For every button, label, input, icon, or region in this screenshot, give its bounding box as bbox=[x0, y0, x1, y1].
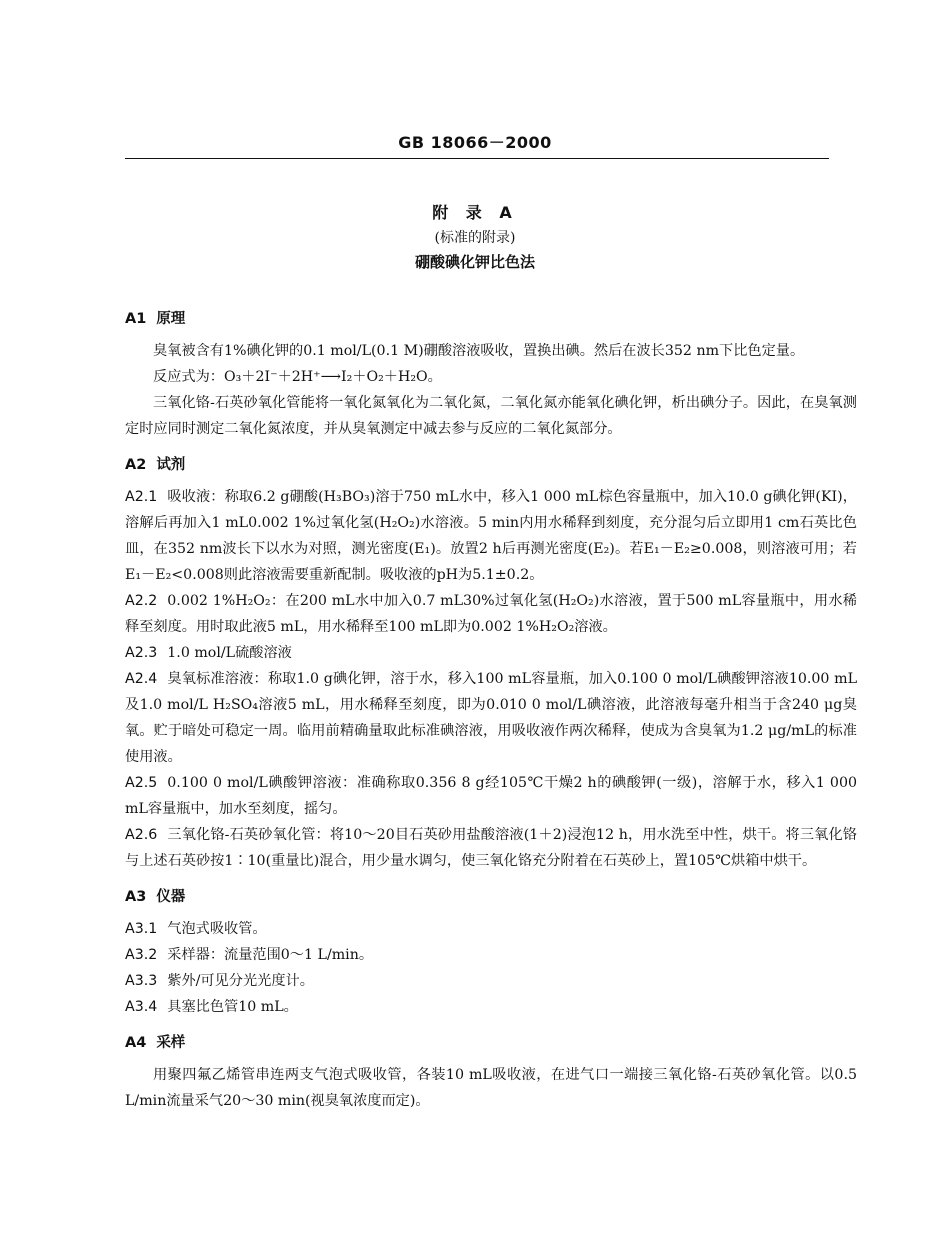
section-title: 仪器 bbox=[156, 889, 186, 905]
clause-text: 0.002 1%H₂O₂：在200 mL水中加入0.7 mL30%过氧化氢(H₂O₂)水溶液，置于500 mL容量瓶中，用水稀释至刻度。用时取此液5 mL，用水稀释至100 mL即为0.002 1%H₂O₂溶液。 bbox=[125, 593, 857, 635]
clause-number: A2.3 bbox=[125, 645, 158, 661]
clause-a2-6 bbox=[125, 822, 857, 874]
clause-number: A2.2 bbox=[125, 593, 158, 609]
clause-number: A2.1 bbox=[125, 489, 158, 505]
clause-number: A3.4 bbox=[125, 999, 158, 1015]
clause-a2-3 bbox=[125, 640, 857, 666]
section-title: 采样 bbox=[156, 1035, 186, 1051]
clause-text: 0.100 0 mol/L碘酸钾溶液：准确称取0.356 8 g经105℃干燥2 h的碘酸钾(一级)，溶解于水，移入1 000 mL容量瓶中，加水至刻度，摇匀。 bbox=[125, 775, 857, 817]
clause-a3-1 bbox=[125, 916, 857, 942]
clause-text: 1.0 mol/L硫酸溶液 bbox=[167, 645, 292, 661]
clause-text: 三氧化铬-石英砂氧化管：将10～20目石英砂用盐酸溶液(1＋2)浸泡12 h，用水洗至中性，烘干。将三氧化铬与上述石英砂按1∶10(重量比)混合，用少量水调匀，使三氧化铬充分附着在石英砂上，置105℃烘箱中烘干。 bbox=[125, 827, 857, 869]
section-a4-heading bbox=[125, 1030, 857, 1056]
clause-a3-2 bbox=[125, 942, 857, 968]
clause-text: 紫外/可见分光光度计。 bbox=[167, 973, 314, 989]
clause-text: 臭氧标准溶液：称取1.0 g碘化钾，溶于水，移入100 mL容量瓶，加入0.100 0 mol/L碘酸钾溶液10.00 mL及1.0 mol/L H₂SO₄溶液5 mL，用水稀释至刻度，即为0.010 0 mol/L碘溶液，此溶液每毫升相当于含240 μg臭氧。贮于暗处可稳定一周。临用前精确量取此标准碘溶液，用吸收液作两次稀释，使成为含臭氧为1.2 μg/mL的标准使用液。 bbox=[125, 671, 857, 765]
section-a1-heading bbox=[125, 306, 857, 332]
clause-a3-4 bbox=[125, 994, 857, 1020]
appendix-title: 附 录 A bbox=[432, 203, 518, 222]
clause-a3-3 bbox=[125, 968, 857, 994]
clause-number: A3.2 bbox=[125, 947, 158, 963]
clause-text: 具塞比色管10 mL。 bbox=[167, 999, 298, 1015]
clause-a2-1 bbox=[125, 484, 857, 588]
section-title: 试剂 bbox=[156, 457, 186, 473]
section-number: A2 bbox=[125, 457, 147, 473]
clause-a2-2 bbox=[125, 588, 857, 640]
appendix-subtitle: (标准的附录) bbox=[434, 230, 516, 246]
clause-number: A3.3 bbox=[125, 973, 158, 989]
section-a2-heading bbox=[125, 452, 857, 478]
section-a3-heading bbox=[125, 884, 857, 910]
standard-code-header: GB 18066－2000 bbox=[398, 133, 552, 152]
section-number: A1 bbox=[125, 311, 147, 327]
clause-a2-4 bbox=[125, 666, 857, 770]
reaction-formula: 反应式为：O₃＋2I⁻＋2H⁺⟶I₂＋O₂＋H₂O。 bbox=[153, 369, 442, 385]
method-title: 硼酸碘化钾比色法 bbox=[414, 253, 535, 271]
section-number: A4 bbox=[125, 1035, 147, 1051]
paragraph: 用聚四氟乙烯管串连两支气泡式吸收管，各装10 mL吸收液，在进气口一端接三氧化铬-石英砂氧化管。以0.5 L/min流量采气20～30 min(视臭氧浓度而定)。 bbox=[125, 1067, 857, 1109]
document-body bbox=[125, 306, 857, 1114]
paragraph: 臭氧被含有1%碘化钾的0.1 mol/L(0.1 M)硼酸溶液吸收，置换出碘。然后在波长352 nm下比色定量。 bbox=[153, 343, 805, 359]
header-rule bbox=[125, 158, 829, 159]
section-title: 原理 bbox=[156, 311, 186, 327]
clause-number: A2.4 bbox=[125, 671, 158, 687]
clause-number: A2.5 bbox=[125, 775, 158, 791]
section-number: A3 bbox=[125, 889, 147, 905]
clause-number: A3.1 bbox=[125, 921, 158, 937]
clause-text: 采样器：流量范围0～1 L/min。 bbox=[167, 947, 374, 963]
clause-text: 气泡式吸收管。 bbox=[167, 921, 267, 937]
paragraph: 三氧化铬-石英砂氧化管能将一氧化氮氧化为二氧化氮，二氧化氮亦能氧化碘化钾，析出碘分子。因此，在臭氧测定时应同时测定二氧化氮浓度，并从臭氧测定中减去参与反应的二氧化氮部分。 bbox=[125, 395, 857, 437]
clause-number: A2.6 bbox=[125, 827, 158, 843]
clause-text: 吸收液：称取6.2 g硼酸(H₃BO₃)溶于750 mL水中，移入1 000 mL棕色容量瓶中，加入10.0 g碘化钾(KI)，溶解后再加入1 mL0.002 1%过氧化氢(H₂O₂)水溶液。5 min内用水稀释到刻度，充分混匀后立即用1 cm石英比色皿，在352 nm波长下以水为对照，测光密度(E₁)。放置2 h后再测光密度(E₂)。若E₁－E₂≥0.008，则溶液可用；若E₁－E₂<0.008则此溶液需要重新配制。吸收液的pH为5.1±0.2。 bbox=[125, 489, 857, 583]
clause-a2-5 bbox=[125, 770, 857, 822]
